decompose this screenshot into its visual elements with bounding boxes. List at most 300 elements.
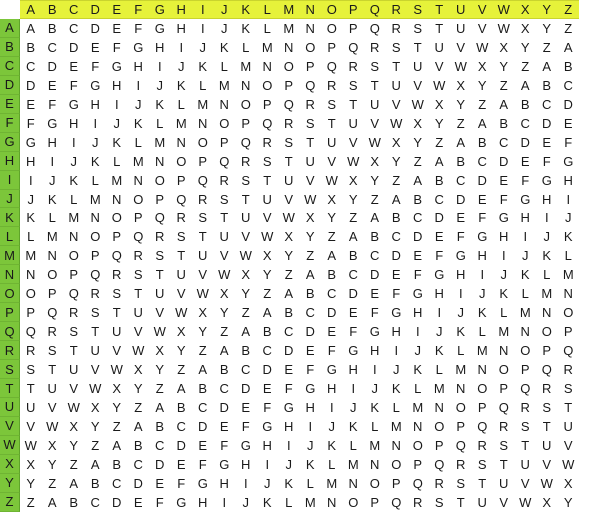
table-cell: E [106, 19, 128, 38]
table-cell: R [429, 474, 451, 493]
table-cell: L [192, 76, 214, 95]
table-cell: Z [257, 284, 279, 303]
table-cell: E [515, 152, 537, 171]
table-cell: R [42, 322, 64, 341]
table-cell: V [20, 417, 42, 436]
table-cell: E [85, 38, 107, 57]
column-header: A [20, 0, 42, 19]
table-cell: D [321, 303, 343, 322]
table-cell: T [63, 341, 85, 360]
table-cell: V [300, 171, 322, 190]
table-cell: L [128, 133, 150, 152]
table-cell: L [429, 360, 451, 379]
table-cell: F [300, 360, 322, 379]
table-cell: V [106, 341, 128, 360]
table-cell: C [472, 152, 494, 171]
table-cell: F [321, 341, 343, 360]
table-cell: I [472, 265, 494, 284]
table-cell: M [278, 19, 300, 38]
table-cell: A [558, 38, 580, 57]
table-cell: C [536, 95, 558, 114]
table-cell: M [63, 208, 85, 227]
table-cell: X [493, 38, 515, 57]
table-cell: O [386, 455, 408, 474]
table-cell: V [171, 284, 193, 303]
row-header: X [0, 455, 20, 474]
table-cell: I [257, 455, 279, 474]
table-cell: P [128, 208, 150, 227]
table-cell: E [42, 76, 64, 95]
table-cell: E [128, 493, 150, 512]
table-cell: X [257, 246, 279, 265]
table-cell: M [472, 341, 494, 360]
table-cell: Q [515, 379, 537, 398]
table-cell: K [171, 76, 193, 95]
table-cell: A [472, 114, 494, 133]
column-header: S [407, 0, 429, 19]
table-cell: L [42, 208, 64, 227]
table-cell: S [429, 493, 451, 512]
column-header: J [214, 0, 236, 19]
table-cell: W [214, 265, 236, 284]
table-cell: A [364, 208, 386, 227]
table-cell: H [343, 360, 365, 379]
table-cell: S [493, 436, 515, 455]
table-cell: C [192, 398, 214, 417]
table-cell: B [321, 265, 343, 284]
table-cell: E [235, 398, 257, 417]
table-cell: S [20, 360, 42, 379]
table-cell: Y [472, 76, 494, 95]
table-cell: D [536, 114, 558, 133]
table-cell: R [536, 379, 558, 398]
table-cell: M [407, 398, 429, 417]
table-cell: C [386, 227, 408, 246]
table-cell: P [149, 190, 171, 209]
table-cell: E [214, 417, 236, 436]
table-cell: K [536, 246, 558, 265]
table-cell: N [321, 493, 343, 512]
table-cell: Z [386, 171, 408, 190]
table-cell: V [128, 322, 150, 341]
table-cell: E [536, 133, 558, 152]
table-cell: L [257, 19, 279, 38]
row-header: G [0, 133, 20, 152]
table-cell: D [192, 417, 214, 436]
table-cell: V [407, 76, 429, 95]
table-cell: E [63, 57, 85, 76]
table-cell: A [429, 152, 451, 171]
table-cell: B [407, 190, 429, 209]
table-cell: T [171, 246, 193, 265]
table-cell: Z [278, 265, 300, 284]
table-cell: O [558, 303, 580, 322]
table-cell: O [450, 398, 472, 417]
table-cell: S [171, 227, 193, 246]
table-cell: F [214, 436, 236, 455]
column-header: Z [558, 0, 580, 19]
table-cell: M [85, 190, 107, 209]
table-cell: V [493, 493, 515, 512]
table-cell: Y [558, 493, 580, 512]
table-cell: B [386, 208, 408, 227]
column-header: V [472, 0, 494, 19]
table-cell: P [429, 436, 451, 455]
table-cell: T [429, 19, 451, 38]
table-cell: G [493, 208, 515, 227]
table-cell: M [128, 152, 150, 171]
table-cell: D [558, 95, 580, 114]
table-cell: E [429, 227, 451, 246]
table-cell: A [192, 360, 214, 379]
table-cell: G [407, 284, 429, 303]
table-cell: M [429, 379, 451, 398]
table-cell: M [106, 171, 128, 190]
table-cell: W [493, 19, 515, 38]
table-cell: P [20, 303, 42, 322]
table-cell: O [85, 227, 107, 246]
table-cell: X [536, 493, 558, 512]
table-cell: W [63, 398, 85, 417]
table-cell: Q [42, 303, 64, 322]
table-cell: D [429, 208, 451, 227]
table-cell: N [343, 474, 365, 493]
table-cell: P [343, 19, 365, 38]
table-cell: U [321, 133, 343, 152]
table-cell: W [300, 190, 322, 209]
table-cell: W [472, 38, 494, 57]
table-cell: Z [149, 379, 171, 398]
table-cell: T [235, 190, 257, 209]
table-cell: N [536, 303, 558, 322]
column-header: H [171, 0, 193, 19]
table-cell: E [493, 171, 515, 190]
table-cell: I [128, 76, 150, 95]
table-cell: X [214, 284, 236, 303]
table-cell: B [558, 57, 580, 76]
table-cell: J [386, 360, 408, 379]
table-cell: X [450, 76, 472, 95]
table-cell: I [149, 57, 171, 76]
table-cell: A [128, 417, 150, 436]
table-cell: G [20, 133, 42, 152]
table-cell: O [472, 379, 494, 398]
table-cell: H [85, 95, 107, 114]
table-cell: W [343, 152, 365, 171]
table-cell: Z [343, 208, 365, 227]
table-cell: O [257, 76, 279, 95]
table-cell: Q [536, 360, 558, 379]
table-cell: Z [364, 190, 386, 209]
table-cell: U [42, 379, 64, 398]
table-cell: X [85, 398, 107, 417]
table-cell: F [407, 265, 429, 284]
table-cell: N [407, 417, 429, 436]
table-cell: H [257, 436, 279, 455]
table-cell: Q [343, 38, 365, 57]
table-cell: U [235, 208, 257, 227]
table-cell: K [429, 341, 451, 360]
table-cell: B [472, 133, 494, 152]
table-cell: W [192, 284, 214, 303]
table-cell: I [407, 322, 429, 341]
table-cell: P [235, 114, 257, 133]
table-cell: F [171, 474, 193, 493]
table-cell: L [171, 95, 193, 114]
table-cell: W [450, 57, 472, 76]
table-cell: E [450, 208, 472, 227]
table-cell: Z [536, 38, 558, 57]
table-cell: W [321, 171, 343, 190]
table-cell: D [128, 474, 150, 493]
table-cell: Z [429, 133, 451, 152]
table-cell: N [171, 133, 193, 152]
table-cell: S [192, 208, 214, 227]
table-cell: S [515, 417, 537, 436]
column-header: Y [536, 0, 558, 19]
table-cell: S [128, 265, 150, 284]
table-cell: W [429, 76, 451, 95]
table-cell: X [364, 152, 386, 171]
table-cell: B [278, 303, 300, 322]
corner-cell [0, 0, 20, 19]
table-cell: Y [128, 379, 150, 398]
row-header: M [0, 246, 20, 265]
table-cell: S [364, 57, 386, 76]
table-cell: Z [63, 455, 85, 474]
table-cell: I [450, 284, 472, 303]
table-cell: D [63, 38, 85, 57]
table-cell: J [149, 76, 171, 95]
column-header: P [343, 0, 365, 19]
table-cell: S [214, 190, 236, 209]
table-cell: R [472, 436, 494, 455]
row-header: K [0, 208, 20, 227]
table-cell: R [192, 190, 214, 209]
table-cell: I [343, 379, 365, 398]
table-cell: R [171, 208, 193, 227]
table-cell: F [85, 57, 107, 76]
table-cell: U [214, 227, 236, 246]
table-cell: J [235, 493, 257, 512]
row-header: C [0, 57, 20, 76]
table-cell: R [149, 227, 171, 246]
table-cell: K [149, 95, 171, 114]
table-cell: F [472, 208, 494, 227]
table-cell: K [63, 171, 85, 190]
table-cell: R [493, 417, 515, 436]
table-cell: W [515, 493, 537, 512]
table-cell: K [106, 133, 128, 152]
table-cell: M [235, 57, 257, 76]
row-header: E [0, 95, 20, 114]
table-cell: M [20, 246, 42, 265]
table-cell: R [558, 360, 580, 379]
table-cell: C [300, 303, 322, 322]
table-cell: X [106, 379, 128, 398]
table-cell: C [20, 57, 42, 76]
table-cell: C [42, 38, 64, 57]
table-cell: G [321, 360, 343, 379]
row-header: L [0, 227, 20, 246]
table-cell: C [558, 76, 580, 95]
table-cell: W [42, 417, 64, 436]
column-header: K [235, 0, 257, 19]
table-cell: Z [192, 341, 214, 360]
table-cell: U [149, 284, 171, 303]
table-cell: G [450, 246, 472, 265]
table-cell: O [235, 95, 257, 114]
table-cell: L [321, 455, 343, 474]
table-cell: B [171, 398, 193, 417]
table-cell: D [20, 76, 42, 95]
table-cell: Q [128, 227, 150, 246]
table-cell: Z [214, 322, 236, 341]
table-cell: H [235, 455, 257, 474]
table-cell: F [558, 133, 580, 152]
table-cell: N [386, 436, 408, 455]
table-cell: Q [257, 114, 279, 133]
table-cell: J [20, 190, 42, 209]
table-cell: H [300, 398, 322, 417]
table-cell: E [278, 360, 300, 379]
table-cell: Q [214, 152, 236, 171]
table-cell: U [386, 76, 408, 95]
table-cell: Z [558, 19, 580, 38]
table-cell: U [515, 455, 537, 474]
row-header: Y [0, 474, 20, 493]
table-cell: H [149, 38, 171, 57]
table-cell: X [429, 95, 451, 114]
column-header: F [128, 0, 150, 19]
column-header: D [85, 0, 107, 19]
table-cell: I [558, 190, 580, 209]
table-cell: Y [450, 95, 472, 114]
table-cell: P [106, 227, 128, 246]
table-cell: W [536, 474, 558, 493]
table-cell: G [214, 455, 236, 474]
table-cell: S [300, 114, 322, 133]
table-cell: W [106, 360, 128, 379]
table-cell: H [42, 133, 64, 152]
table-cell: H [429, 284, 451, 303]
table-cell: H [407, 303, 429, 322]
table-cell: T [558, 398, 580, 417]
table-cell: M [300, 493, 322, 512]
table-cell: U [20, 398, 42, 417]
table-cell: K [515, 265, 537, 284]
table-cell: J [192, 38, 214, 57]
table-cell: L [343, 436, 365, 455]
table-cell: X [386, 133, 408, 152]
table-cell: H [515, 208, 537, 227]
table-cell: L [149, 114, 171, 133]
table-cell: N [429, 398, 451, 417]
table-cell: J [343, 398, 365, 417]
table-cell: D [171, 436, 193, 455]
table-cell: N [450, 379, 472, 398]
table-cell: B [42, 19, 64, 38]
table-cell: V [214, 246, 236, 265]
table-cell: L [364, 417, 386, 436]
table-cell: E [149, 474, 171, 493]
table-cell: D [278, 341, 300, 360]
table-cell: W [128, 341, 150, 360]
table-cell: R [515, 398, 537, 417]
table-cell: O [321, 19, 343, 38]
table-cell: Q [192, 171, 214, 190]
table-cell: P [536, 341, 558, 360]
table-cell: A [278, 284, 300, 303]
table-cell: Y [386, 152, 408, 171]
table-cell: O [128, 190, 150, 209]
table-cell: U [343, 114, 365, 133]
table-cell: P [386, 474, 408, 493]
column-header: T [429, 0, 451, 19]
table-cell: S [343, 76, 365, 95]
table-cell: U [128, 303, 150, 322]
table-cell: K [214, 38, 236, 57]
table-cell: P [171, 171, 193, 190]
table-cell: N [364, 455, 386, 474]
table-cell: F [278, 379, 300, 398]
table-cell: W [407, 95, 429, 114]
table-cell: P [472, 398, 494, 417]
table-cell: H [472, 246, 494, 265]
table-cell: K [450, 322, 472, 341]
table-cell: I [42, 152, 64, 171]
table-cell: L [407, 379, 429, 398]
table-cell: Z [300, 246, 322, 265]
table-cell: G [343, 341, 365, 360]
column-header: Q [364, 0, 386, 19]
row-header: S [0, 360, 20, 379]
table-cell: Z [171, 360, 193, 379]
table-cell: C [214, 379, 236, 398]
table-cell: I [278, 436, 300, 455]
table-cell: S [42, 341, 64, 360]
table-cell: Z [85, 436, 107, 455]
table-cell: F [450, 227, 472, 246]
table-cell: F [429, 246, 451, 265]
table-cell: Y [364, 171, 386, 190]
row-header: I [0, 171, 20, 190]
table-cell: K [235, 19, 257, 38]
table-cell: N [257, 57, 279, 76]
table-cell: U [407, 57, 429, 76]
table-cell: H [386, 322, 408, 341]
table-cell: A [106, 436, 128, 455]
table-cell: Z [515, 57, 537, 76]
table-cell: R [321, 76, 343, 95]
table-cell: S [536, 398, 558, 417]
table-cell: O [192, 133, 214, 152]
table-cell: M [192, 95, 214, 114]
table-cell: A [321, 246, 343, 265]
column-header: X [515, 0, 537, 19]
table-cell: D [364, 265, 386, 284]
table-cell: C [321, 284, 343, 303]
table-cell: V [343, 133, 365, 152]
table-cell: N [20, 265, 42, 284]
table-cell: M [321, 474, 343, 493]
table-cell: B [20, 38, 42, 57]
table-cell: U [63, 360, 85, 379]
table-cell: W [257, 227, 279, 246]
table-cell: F [128, 19, 150, 38]
table-cell: G [429, 265, 451, 284]
table-cell: L [278, 493, 300, 512]
